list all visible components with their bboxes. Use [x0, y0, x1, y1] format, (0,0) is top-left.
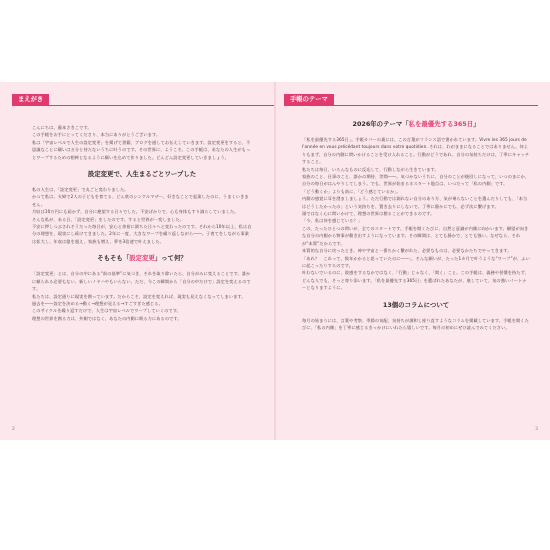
paragraph: 「設定変更」とは、自分の中にある“前の基準”に気づき、それを取り除いたら、自分がみに変えることです。誰かに頼られる必要もない、新しいノヤハやもいらない。ただ、今この瞬間から「自分の中だけで」設定を変えるのです。 [32, 271, 251, 292]
paragraph: 家族のこと、仕事のこと、誰かの期待、世間――。気づかないうちに、自分のことが後回しになって、いつのまにか、自分の毎日がはんやりしてしまう。でも、世界が始まるホスタート地点は、いつだって「私の内側」です。 [302, 174, 530, 187]
paragraph: 私は「宇宙レベルで人生の設定変更」を掲げて書籍、ブログを通してお伝えしていきます。設定変更をすると、不思議なことに願いは五分と待たないうちに叶うのです。その世界に、ようこそ。この手帳は、あなたの人生がもっとワープするための相棒となるように願いを込めて作りました。どんどん設定変更していきましょう。 [32, 139, 251, 160]
paragraph: 月収は10万円にも届かず、自分に絶望する日々でした。不安ばかりで、心も身体もすり減らしていました。 [32, 209, 239, 215]
paragraph: 「私を最優先する365日」。手帳カバーの裏には、この言葉がフランス語で書かれています。Vivre les 365 jours de l'année en vous précédant toujours dans votre quotidien. それは、わがままになることではありません。何よりもまず、自分の内側に問いかけることを受け入れること。行動がどうであれ、自分の気持ちだけは、丁寧にキャッチすること。 [302, 137, 530, 165]
paragraph: 内側の感覚に耳を澄ましましょう。ただ行動では測れない自分のあり方、気が乗らないことを選んだりしても、「本当はどうしたかったの」という気持ちを、置き去りにしないで。丁寧に静かにでも、必ず次に繋げます。 [302, 196, 528, 209]
subheading-warp: 設定変更で、人生まるごとワープした [87, 170, 197, 179]
paragraph: 理想の世界を創る力は、外側ではなく、あなたの内側に眠る力にあるのです。 [32, 315, 182, 321]
page-number: 3 [535, 427, 538, 432]
section-rule [284, 105, 538, 106]
heading-text: そもそも「 [97, 254, 130, 263]
paragraph: このサイクルを繰り返すだけで、人生は宇宙レベルでワープしていくのです。 [32, 308, 181, 314]
paragraph: 本質的な自分に戻ったとき、神や宇宙と一番ちかく繋がれた、必要なものは、必要なかたちでやってきます。 [302, 248, 512, 254]
paragraph: 叶わないでいるのに、敗感をするなかではなく、「行動」じゃなく、「間く」こと。この手帳は、義務や習慣を持たず、どんな人でも、そっと寄り添います。「私を最優先する365日」を選ばれたあなたが、進していて、気の強いパートナーとなりますように。 [302, 270, 529, 291]
section-rule [12, 105, 274, 106]
paragraph: こんにちは。藤本さきこです。 [32, 125, 92, 130]
paragraph: 過去を――設定を決める→動く→理想が見える→すごすぎた感じる。 [32, 300, 163, 306]
subheading-what-is-setting-change [32, 254, 252, 263]
paragraph: 私の人生は、「設定変更」で丸ごと変わりました。 [32, 187, 129, 193]
paragraph: 「あれ？ これって、数年かかると思っていたのに――」。そんな願いが、たった1カ月で叶うような“ワープ”が、ふいに起こったりするのです。 [302, 255, 530, 268]
section-label-theme: 手帳のテーマ [284, 94, 334, 105]
paragraph: 不安に押しつぶされそうだった毎日が、安心と余裕に満ちた日々へと変わったのです。それから10年以上、私は自分の理想を、現実にし続けてきました。2年に一度、大きなワープを繰り返しながら――。子育てをしながら事業は拡大し、年収は億を超え、家族も増え、夢を3倍速で叶えました。 [32, 224, 252, 244]
heading-text: 」って何？ [154, 254, 187, 263]
heading-text: 」 [473, 120, 480, 128]
paragraph: かつて私は、夫婦で2人の子どもを育てる、どん底のシングルマザー。好きなことで起業したのに、うまくいきません。 [32, 194, 249, 207]
heading-highlight: 設定変更 [129, 254, 155, 263]
left-text-column [32, 124, 252, 322]
paragraph: 毎月の始まりには、言葉や考察、季節の気配、気持ちが調和し座り直すようなコラムを掲載しています。手帳を開くたびに、「私の内側」を丁寧に感じるきっかけにいれたら嬉しいです。毎月の初めにぜひ読んでみてください。 [302, 317, 529, 330]
paragraph: そんな私が、ある日、「設定変更」をしたのです。すると世界が一変しました。 [32, 216, 184, 222]
paragraph: この手帳をお手にとってくださり、本当にありがとうございます。 [32, 132, 161, 138]
book-spread [0, 82, 550, 440]
paragraph: 私たちは、設定通りに現実を創っています。だからこそ、設定を変えれば、現実も見えなくなってしまいます。 [32, 293, 246, 299]
heading-text: 2026年のテーマ「 [352, 120, 409, 128]
paragraph: 「今、私は何を感じている？」 [302, 218, 363, 224]
subheading-columns: 13個のコラムについて [382, 300, 450, 309]
right-text-column [302, 120, 530, 331]
left-page [0, 82, 274, 440]
paragraph: 「どう動くか」よりも前に、「どう感じているか」。 [302, 188, 401, 194]
subheading-2026-theme [302, 120, 530, 129]
heading-highlight: 私を最優先する365日 [408, 120, 474, 128]
page-number: 2 [12, 427, 15, 432]
right-page [276, 82, 550, 440]
paragraph: この、たったひとつの問いが、全てのスタートです。手帳を開くたびに、自然と意識が内側に向かいます。願望が向きな自分の内側から物事が動き出すようになっています。その瞬間は、とても静かで、とても強い。なぜなら、それが“本質”だからです。 [302, 225, 529, 246]
paragraph: 頭ではなく心に問いかけて、理想の世界は創ることができるのです。 [302, 211, 435, 217]
section-label-maegaki: まえがき [12, 94, 49, 105]
paragraph: 私たちは毎日、いろんなものに反応して、行動しながら生きています。 [302, 166, 439, 172]
